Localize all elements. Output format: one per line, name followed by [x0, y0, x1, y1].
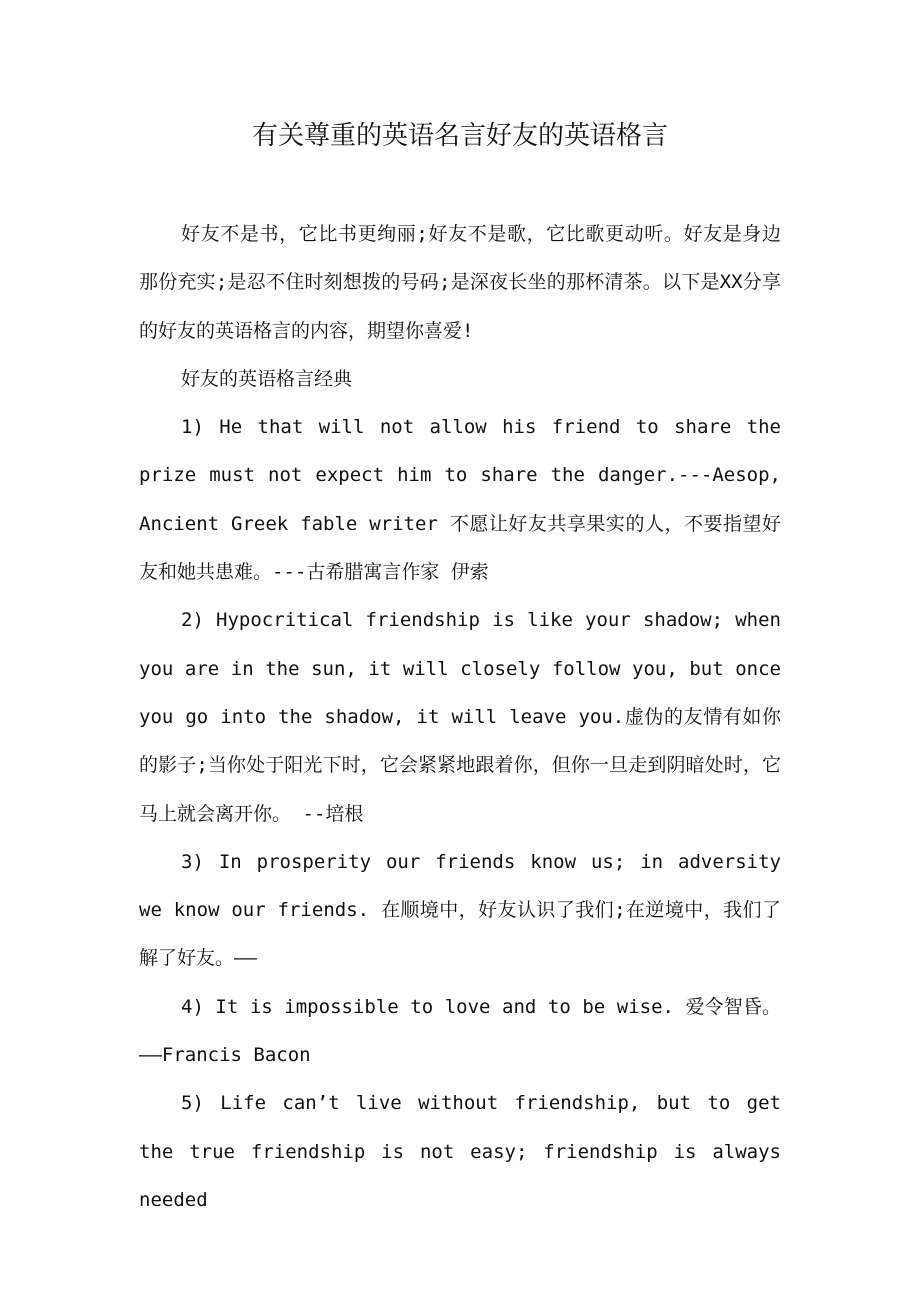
- document-body: [139, 210, 781, 1224]
- quote-paragraph-5: 5) Life can’t live without friendship, but to get the true friendship is not easy; friendship is always needed: [139, 1092, 781, 1211]
- intro-paragraph: 好友不是书，它比书更绚丽;好友不是歌，它比歌更动听。好友是身边那份充实;是忍不住时刻想拨的号码;是深夜长坐的那杯清茶。以下是XX分享的好友的英语格言的内容，期望你喜爱!: [139, 223, 781, 342]
- section-heading: 好友的英语格言经典: [181, 367, 353, 390]
- quote-paragraph-4: 4) It is impossible to love and to be wise. 爱令智昏。——Francis Bacon: [139, 995, 781, 1067]
- quote-paragraph-3: 3) In prosperity our friends know us; in adversity we know our friends. 在顺境中，好友认识了我们;在逆境中，我们了解了好友。——: [139, 850, 781, 970]
- document-title: 有关尊重的英语名言好友的英语格言: [251, 121, 668, 151]
- quote-paragraph-1: 1) He that will not allow his friend to share the prize must not expect him to share the danger.---Aesop, Ancient Greek fable writer 不愿让好友共享果实的人，不要指望好友和她共患难。---古希腊寓言作家 伊索: [139, 416, 781, 584]
- quote-paragraph-2: 2) Hypocritical friendship is like your shadow; when you are in the sun, it will closely follow you, but once you go into the shadow, it will leave you.虚伪的友情有如你的影子;当你处于阳光下时，它会紧紧地跟着你，但你一旦走到阴暗处时，它马上就会离开你。 --培根: [139, 609, 781, 825]
